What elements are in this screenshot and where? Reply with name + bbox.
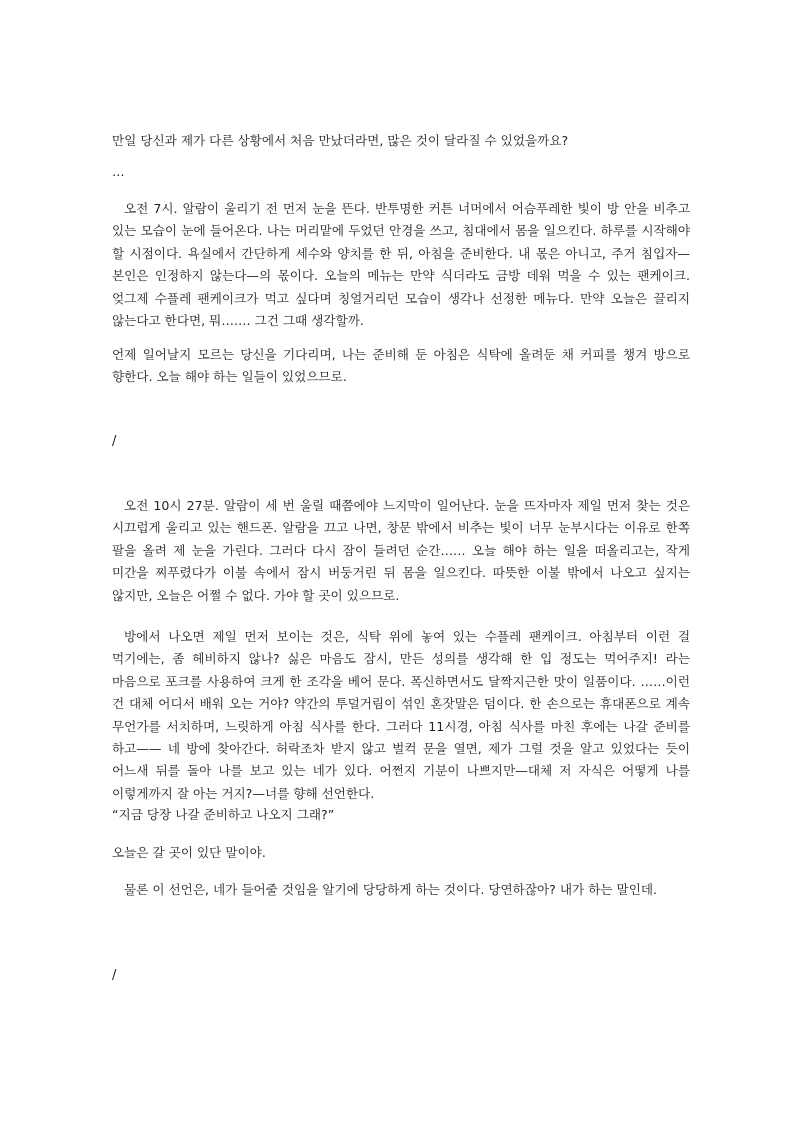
intro-ellipsis: … [112, 164, 125, 179]
section2-paragraph-2: 방에서 나오면 제일 먼저 보이는 것은, 식탁 위에 놓여 있는 수플레 팬케이크. 아침부터 이런 걸 먹기에는, 좀 헤비하지 않나? 싫은 마음도 잠시, 만든 성의를 생각해 한 입 정도는 먹어주지! 라는 마음으로 포크를 사용하여 크게 한 조각을 베어 문다. 폭신하면서도 달짝지근한 맛이 일품이다. ……이런 건 대체 어디서 배워 오는 거야? 약간의 투덜거림이 섞인 혼잣말은 덤이다. 한 손으로는 휴대폰으로 계속 무언가를 서치하며, 느릿하게 아침 식사를 한다. 그러다 11시경, 아침 식사를 마친 후에는 나갈 준비를 하고—— 네 방에 찾아간다. 허락조차 받지 않고 벌컥 문을 열면, 제가 그럴 것을 알고 있었다는 듯이 어느새 뒤를 돌아 나를 보고 있는 네가 있다. 어쩐지 기분이 나쁘지만—대체 저 자식은 어떻게 나를 이렇게까지 잘 아는 거지?—너를 향해 선언한다. [112, 629, 690, 801]
dialogue-line: 오늘은 갈 곳이 있단 말이야. [112, 845, 266, 860]
intro-question: 만일 당신과 제가 다른 상황에서 처음 만났더라면, 많은 것이 달라질 수 있었을까요? [112, 133, 569, 148]
dialogue-quote: “지금 당장 나갈 준비하고 나오지 그래?” [112, 807, 335, 822]
section2-paragraph-3: 물론 이 선언은, 네가 들어줄 것임을 알기에 당당하게 하는 것이다. 당연하잖아? 내가 하는 말인데. [124, 882, 658, 897]
section1-paragraph-1: 오전 7시. 알람이 울리기 전 먼저 눈을 뜬다. 반투명한 커튼 너머에서 어슴푸레한 빛이 방 안을 비추고 있는 모습이 눈에 들어온다. 나는 머리맡에 두었던 안경을 쓰고, 침대에서 몸을 일으킨다. 하루를 시작해야 할 시점이다. 욕실에서 간단하게 세수와 양치를 한 뒤, 아침을 준비한다. 내 몫은 아니고, 주거 침입자—본인은 인정하지 않는다—의 몫이다. 오늘의 메뉴는 만약 식더라도 금방 데워 먹을 수 있는 팬케이크. 엊그제 수플레 팬케이크가 먹고 싶다며 칭얼거리던 모습이 생각나 선정한 메뉴다. 만약 오늘은 끌리지 않는다고 한다면, 뭐……. 그건 그때 생각할까. [112, 201, 690, 329]
section-divider: / [112, 968, 117, 983]
section1-paragraph-2: 언제 일어날지 모르는 당신을 기다리며, 나는 준비해 둔 아침은 식탁에 올려둔 채 커피를 챙겨 방으로 향한다. 오늘 해야 하는 일들이 있었으므로. [112, 347, 690, 385]
section2-paragraph-1: 오전 10시 27분. 알람이 세 번 울릴 때쯤에야 느지막이 일어난다. 눈을 뜨자마자 제일 먼저 찾는 것은 시끄럽게 울리고 있는 핸드폰. 알람을 끄고 나면, 창문 밖에서 비추는 빛이 너무 눈부시다는 이유로 한쪽 팔을 올려 제 눈을 가린다. 그러다 다시 잠이 들려던 순간…… 오늘 해야 하는 일을 떠올리고는, 작게 미간을 찌푸렸다가 이불 속에서 잠시 버둥거린 뒤 몸을 일으킨다. 따뜻한 이불 밖에서 나오고 싶지는 않지만, 오늘은 어쩔 수 없다. 가야 할 곳이 있으므로. [112, 498, 690, 603]
section-divider: / [112, 434, 117, 449]
